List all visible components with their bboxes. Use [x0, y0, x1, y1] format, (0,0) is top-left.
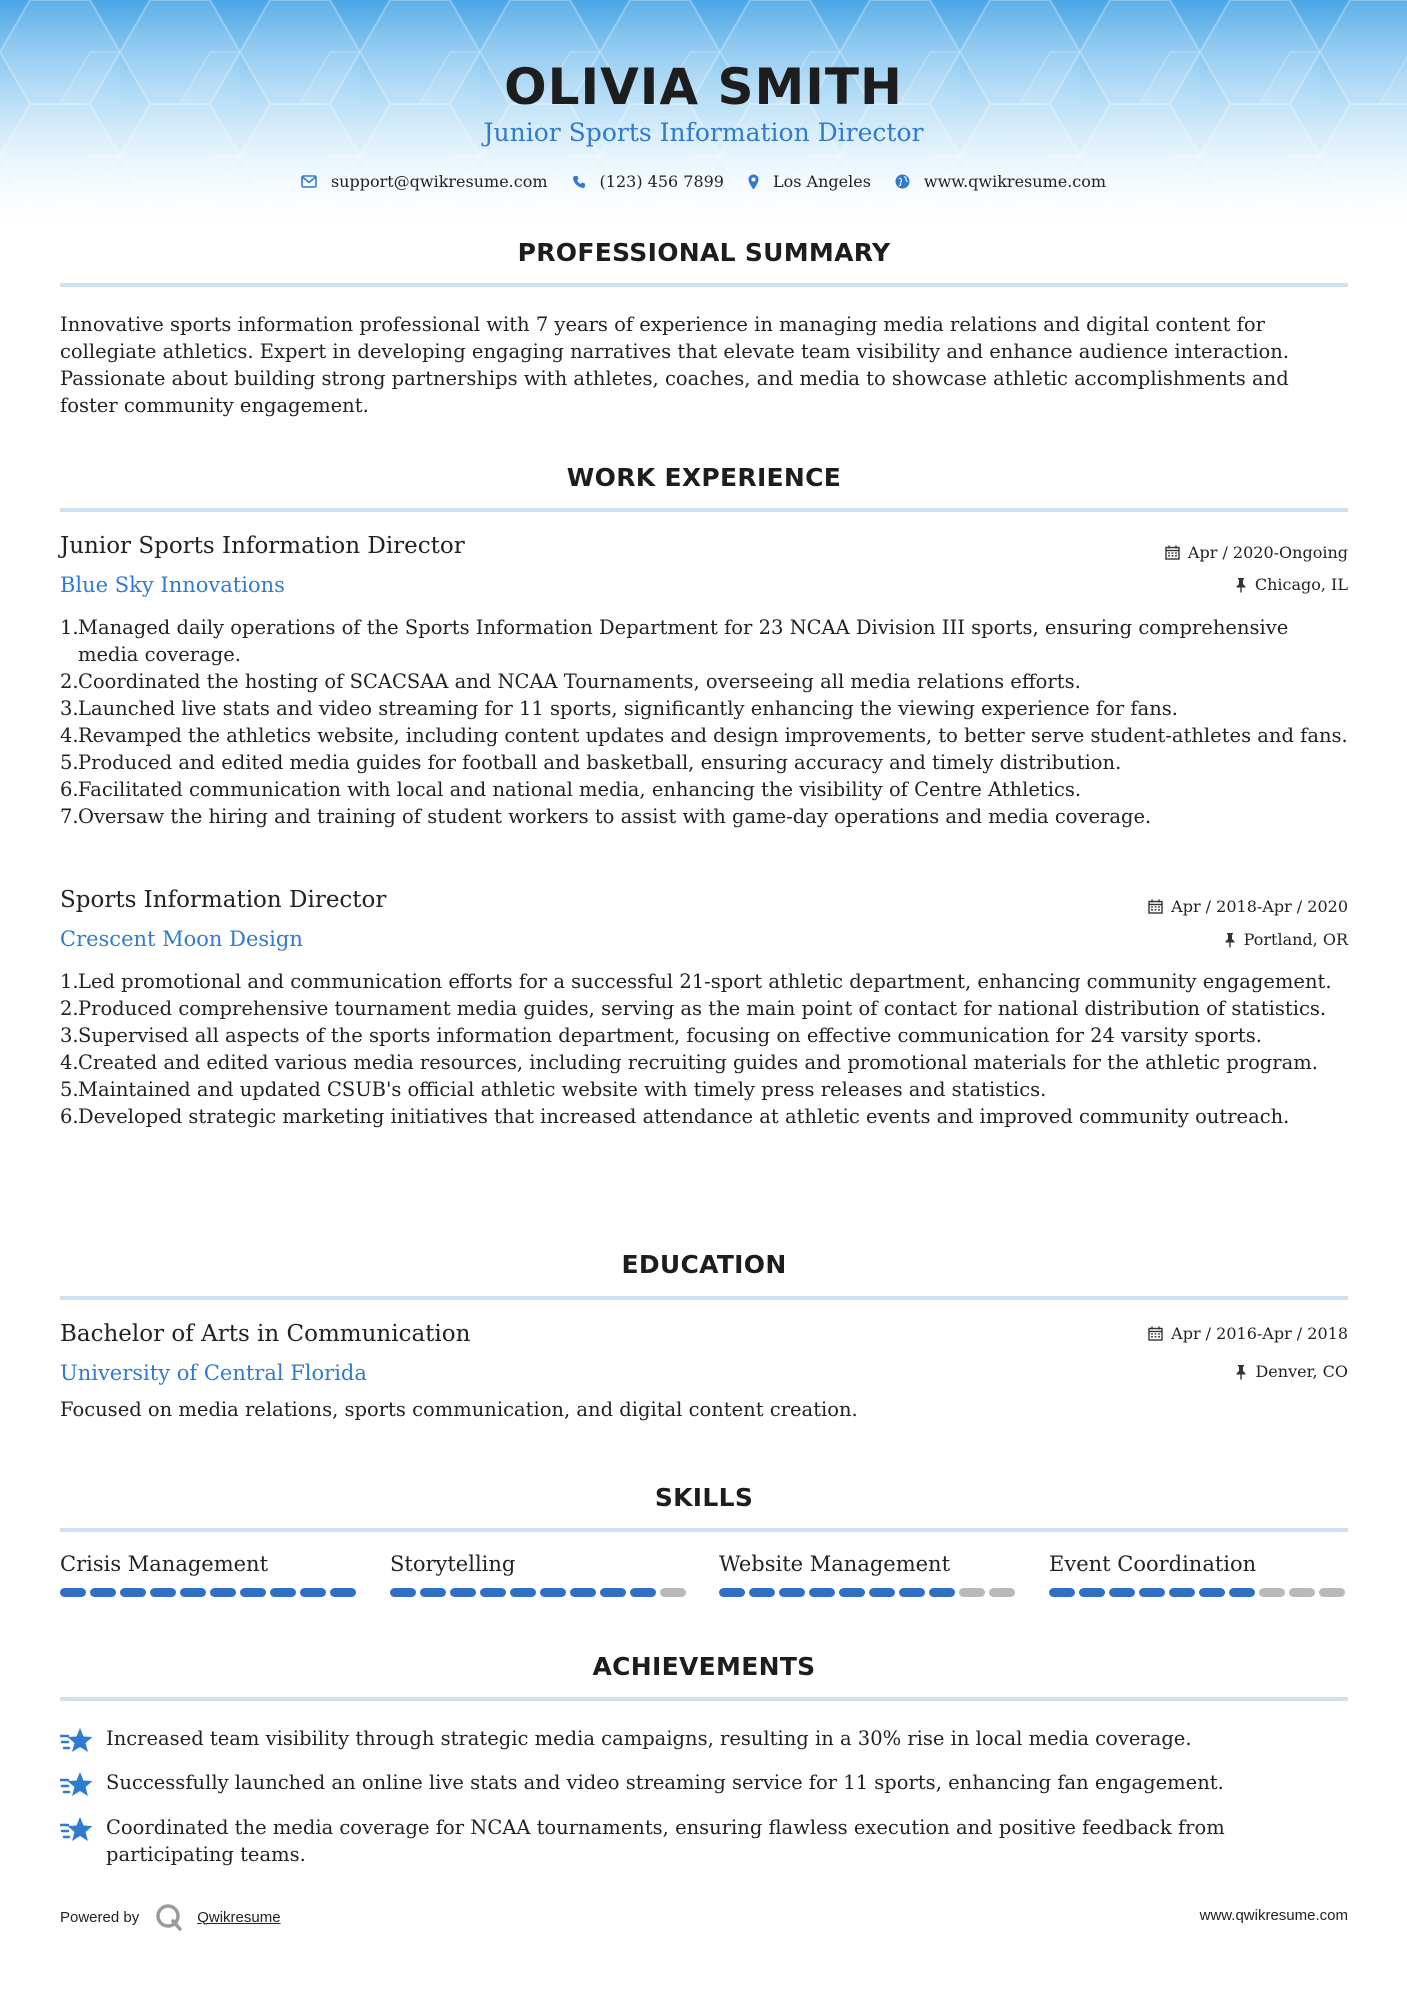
- skill-segment-filled: [1079, 1588, 1105, 1597]
- skill-segment-filled: [809, 1588, 835, 1597]
- skill-segment-empty: [660, 1588, 686, 1597]
- star-icon: [60, 1816, 94, 1844]
- candidate-name: OLIVIA SMITH: [504, 58, 903, 116]
- job-date-text: Apr / 2018-Apr / 2020: [1171, 897, 1348, 916]
- skill-segment-filled: [1229, 1588, 1255, 1597]
- achievement-item: [60, 1725, 1348, 1755]
- education-date-text: Apr / 2016-Apr / 2018: [1171, 1324, 1348, 1343]
- achievement-text: Coordinated the media coverage for NCAA tournaments, ensuring flawless execution and positive feedback from participating teams.: [106, 1816, 1225, 1866]
- achievement-item: [60, 1769, 1348, 1799]
- education-divider: [60, 1296, 1348, 1300]
- list-item: Coordinated the hosting of SCACSAA and NCAA Tournaments, overseeing all media relations efforts.: [78, 670, 1081, 693]
- phone-text: (123) 456 7899: [599, 172, 724, 191]
- school-name: University of Central Florida: [60, 1361, 367, 1385]
- achievements-divider: [60, 1697, 1348, 1701]
- skill-segment-filled: [480, 1588, 506, 1597]
- resume-body: [60, 0, 1348, 1990]
- list-item: Produced and edited media guides for football and basketball, ensuring accuracy and timely distribution.: [78, 751, 1122, 774]
- calendar-icon: [1165, 545, 1180, 560]
- skill-segment-filled: [630, 1588, 656, 1597]
- job-location-text: Chicago, IL: [1254, 575, 1348, 594]
- skill-item: [60, 1552, 360, 1597]
- job-location-text: Portland, OR: [1243, 930, 1348, 949]
- skill-segment-filled: [60, 1588, 86, 1597]
- job-date-text: Apr / 2020-Ongoing: [1187, 543, 1348, 562]
- skill-segment-filled: [420, 1588, 446, 1597]
- skill-item: [390, 1552, 690, 1597]
- skill-level-bar: [390, 1588, 690, 1597]
- skill-segment-filled: [330, 1588, 356, 1597]
- list-item: Launched live stats and video streaming for 11 sports, significantly enhancing the viewing experience for fans.: [78, 697, 1179, 720]
- company-name: Blue Sky Innovations: [60, 573, 285, 597]
- list-item: Managed daily operations of the Sports Information Department for 23 NCAA Division III sports, ensuring comprehensive media coverage.: [78, 616, 1289, 666]
- skill-segment-filled: [1199, 1588, 1225, 1597]
- qwikresume-link[interactable]: Qwikresume: [197, 1908, 281, 1926]
- skill-segment-filled: [240, 1588, 266, 1597]
- skill-item: [1049, 1552, 1349, 1597]
- experience-divider: [60, 508, 1348, 512]
- skill-level-bar: [719, 1588, 1019, 1597]
- skill-segment-filled: [1139, 1588, 1165, 1597]
- skill-segment-empty: [1259, 1588, 1285, 1597]
- list-item: Oversaw the hiring and training of student workers to assist with game-day operations and media coverage.: [78, 805, 1152, 828]
- list-item: Maintained and updated CSUB's official athletic website with timely press releases and statistics.: [78, 1078, 1047, 1101]
- summary-heading: PROFESSIONAL SUMMARY: [517, 238, 891, 267]
- list-item: Supervised all aspects of the sports information department, focusing on effective communication for 24 varsity sports.: [78, 1024, 1262, 1047]
- calendar-icon: [1148, 1326, 1163, 1341]
- education-date: [1148, 1324, 1348, 1343]
- company-name: Crescent Moon Design: [60, 927, 303, 951]
- skill-segment-filled: [1049, 1588, 1075, 1597]
- summary-divider: [60, 283, 1348, 287]
- calendar-icon: [1148, 899, 1163, 914]
- skill-segment-filled: [899, 1588, 925, 1597]
- experience-heading: WORK EXPERIENCE: [566, 463, 842, 492]
- skill-segment-filled: [929, 1588, 955, 1597]
- list-item: Developed strategic marketing initiatives that increased attendance at athletic events and improved community outreach.: [78, 1105, 1290, 1128]
- powered-by-label: Powered by: [60, 1908, 140, 1926]
- skill-segment-empty: [959, 1588, 985, 1597]
- skill-name: Website Management: [719, 1552, 951, 1576]
- location-text: Los Angeles: [772, 172, 871, 191]
- skill-segment-filled: [719, 1588, 745, 1597]
- list-item: Led promotional and communication efforts for a successful 21-sport athletic department, enhancing community engagement.: [78, 970, 1332, 993]
- skill-segment-filled: [210, 1588, 236, 1597]
- star-icon: [60, 1727, 94, 1755]
- star-icon: [60, 1771, 94, 1799]
- skill-level-bar: [1049, 1588, 1349, 1597]
- skill-segment-empty: [1319, 1588, 1345, 1597]
- education-heading: EDUCATION: [621, 1250, 787, 1279]
- skill-segment-empty: [1289, 1588, 1315, 1597]
- skill-segment-filled: [1169, 1588, 1195, 1597]
- pushpin-icon: [1235, 1364, 1247, 1380]
- skill-name: Crisis Management: [60, 1552, 269, 1576]
- job-title: Junior Sports Information Director: [60, 533, 465, 559]
- pushpin-icon: [1235, 577, 1247, 593]
- job-date: [1148, 897, 1348, 916]
- skill-segment-filled: [120, 1588, 146, 1597]
- job-location: [1235, 575, 1348, 594]
- skill-segment-filled: [779, 1588, 805, 1597]
- education-location: [1235, 1362, 1348, 1381]
- skill-segment-filled: [300, 1588, 326, 1597]
- education-description: Focused on media relations, sports communication, and digital content creation.: [60, 1398, 858, 1421]
- skill-segment-filled: [1109, 1588, 1135, 1597]
- achievements-heading: ACHIEVEMENTS: [592, 1652, 816, 1681]
- achievement-text: Increased team visibility through strategic media campaigns, resulting in a 30% rise in local media coverage.: [106, 1727, 1192, 1750]
- achievement-text: Successfully launched an online live stats and video streaming service for 11 sports, enhancing fan engagement.: [106, 1771, 1224, 1794]
- summary-text: Innovative sports information professional with 7 years of experience in managing media relations and digital content for collegiate athletics. Expert in developing engaging narratives that elevate team visibility and enhance audience interaction. Passionate about building strong partnerships with athletes, coaches, and media to showcase athletic accomplishments and foster community engagement.: [60, 313, 1290, 417]
- achievement-item: [60, 1814, 1348, 1868]
- skill-segment-filled: [180, 1588, 206, 1597]
- skill-segment-filled: [540, 1588, 566, 1597]
- job-duties-list: [78, 614, 1348, 830]
- pushpin-icon: [1224, 932, 1236, 948]
- job-date: [1165, 543, 1348, 562]
- education-location-text: Denver, CO: [1255, 1362, 1348, 1381]
- skills-heading: SKILLS: [654, 1483, 754, 1512]
- skill-level-bar: [60, 1588, 360, 1597]
- email-text: support@qwikresume.com: [330, 172, 548, 191]
- job-location: [1224, 930, 1348, 949]
- skill-segment-filled: [150, 1588, 176, 1597]
- skill-segment-filled: [510, 1588, 536, 1597]
- skill-item: [719, 1552, 1019, 1597]
- skill-segment-filled: [390, 1588, 416, 1597]
- website-text: www.qwikresume.com: [923, 172, 1107, 191]
- qwikresume-logo-icon: [155, 1903, 183, 1931]
- skill-name: Event Coordination: [1049, 1552, 1257, 1576]
- skills-divider: [60, 1528, 1348, 1532]
- skill-segment-filled: [90, 1588, 116, 1597]
- job-duties-list: [78, 968, 1348, 1130]
- skill-segment-filled: [839, 1588, 865, 1597]
- skill-segment-filled: [869, 1588, 895, 1597]
- list-item: Revamped the athletics website, including content updates and design improvements, to better serve student-athletes and fans.: [78, 724, 1348, 747]
- footer-website[interactable]: www.qwikresume.com: [1199, 1907, 1348, 1924]
- skill-segment-filled: [270, 1588, 296, 1597]
- list-item: Produced comprehensive tournament media guides, serving as the main point of contact for national distribution of statistics.: [78, 997, 1327, 1020]
- list-item: Created and edited various media resources, including recruiting guides and promotional materials for the athletic program.: [78, 1051, 1318, 1074]
- skill-segment-empty: [989, 1588, 1015, 1597]
- candidate-role: Junior Sports Information Director: [483, 118, 924, 147]
- list-item: Facilitated communication with local and national media, enhancing the visibility of Centre Athletics.: [78, 778, 1082, 801]
- skill-segment-filled: [749, 1588, 775, 1597]
- skill-segment-filled: [450, 1588, 476, 1597]
- skill-segment-filled: [570, 1588, 596, 1597]
- job-title: Sports Information Director: [60, 887, 387, 913]
- skill-name: Storytelling: [390, 1552, 516, 1576]
- footer-powered-by: [60, 1903, 281, 1931]
- degree-title: Bachelor of Arts in Communication: [60, 1321, 471, 1347]
- skill-segment-filled: [600, 1588, 626, 1597]
